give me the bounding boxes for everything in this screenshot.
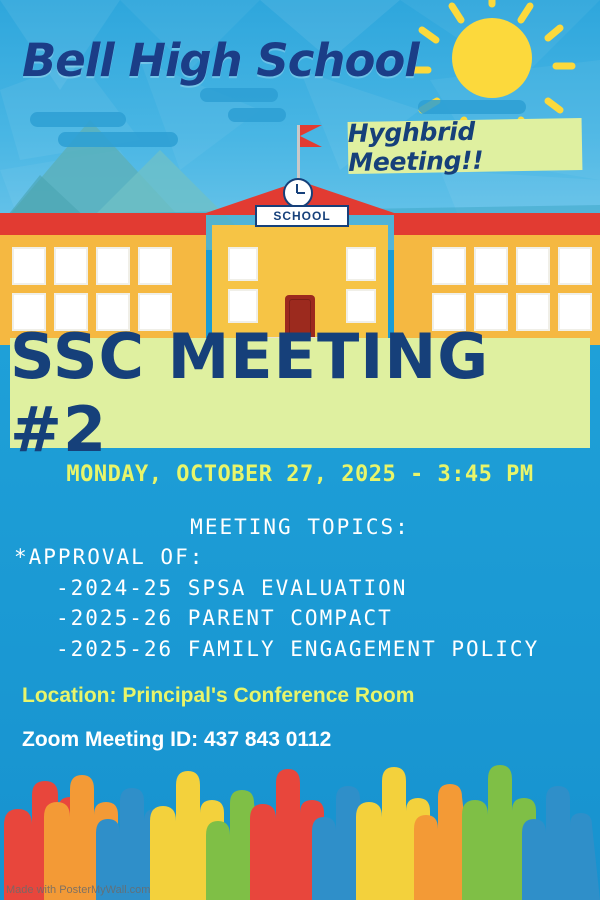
zoom-meeting-id: Zoom Meeting ID: 437 843 0112 (22, 728, 332, 751)
topic-item: *APPROVAL OF: (14, 545, 205, 570)
window (432, 247, 466, 285)
page-title: SSC MEETING #2 (10, 320, 490, 466)
hybrid-meeting-label: Hyghbrid Meeting!! (347, 116, 484, 178)
watermark-text: Made with PosterMyWall.com (6, 884, 151, 896)
window (346, 247, 376, 281)
cloud-shape (30, 112, 126, 127)
roof-left (0, 213, 206, 235)
hands-graphic (0, 755, 600, 900)
window (228, 289, 258, 323)
topic-item: -2025-26 PARENT COMPACT (56, 606, 393, 631)
window (138, 247, 172, 285)
hybrid-meeting-badge (347, 116, 583, 178)
cloud-shape (418, 100, 526, 114)
meeting-topics (0, 512, 600, 664)
window (54, 247, 88, 285)
window (346, 289, 376, 323)
building-sign: SCHOOL (255, 205, 349, 227)
raised-hands-illustration (0, 755, 600, 900)
title-band (10, 320, 590, 466)
cloud-shape (58, 132, 178, 147)
window (12, 247, 46, 285)
school-name: Bell High School (22, 34, 419, 87)
roof-right (394, 213, 600, 235)
window (558, 247, 592, 285)
topics-heading: MEETING TOPICS: (190, 515, 410, 539)
cloud-shape (200, 88, 278, 102)
window (516, 247, 550, 285)
topic-item: -2024-25 SPSA EVALUATION (56, 575, 408, 600)
window (228, 247, 258, 281)
event-datetime: MONDAY, OCTOBER 27, 2025 - 3:45 PM (66, 462, 534, 487)
window (474, 247, 508, 285)
clock-icon (283, 178, 313, 208)
cloud-shape (228, 108, 286, 122)
flag-icon (300, 125, 322, 147)
location-text: Location: Principal's Conference Room (22, 684, 415, 707)
topic-item: -2025-26 FAMILY ENGAGEMENT POLICY (56, 636, 540, 661)
window (96, 247, 130, 285)
